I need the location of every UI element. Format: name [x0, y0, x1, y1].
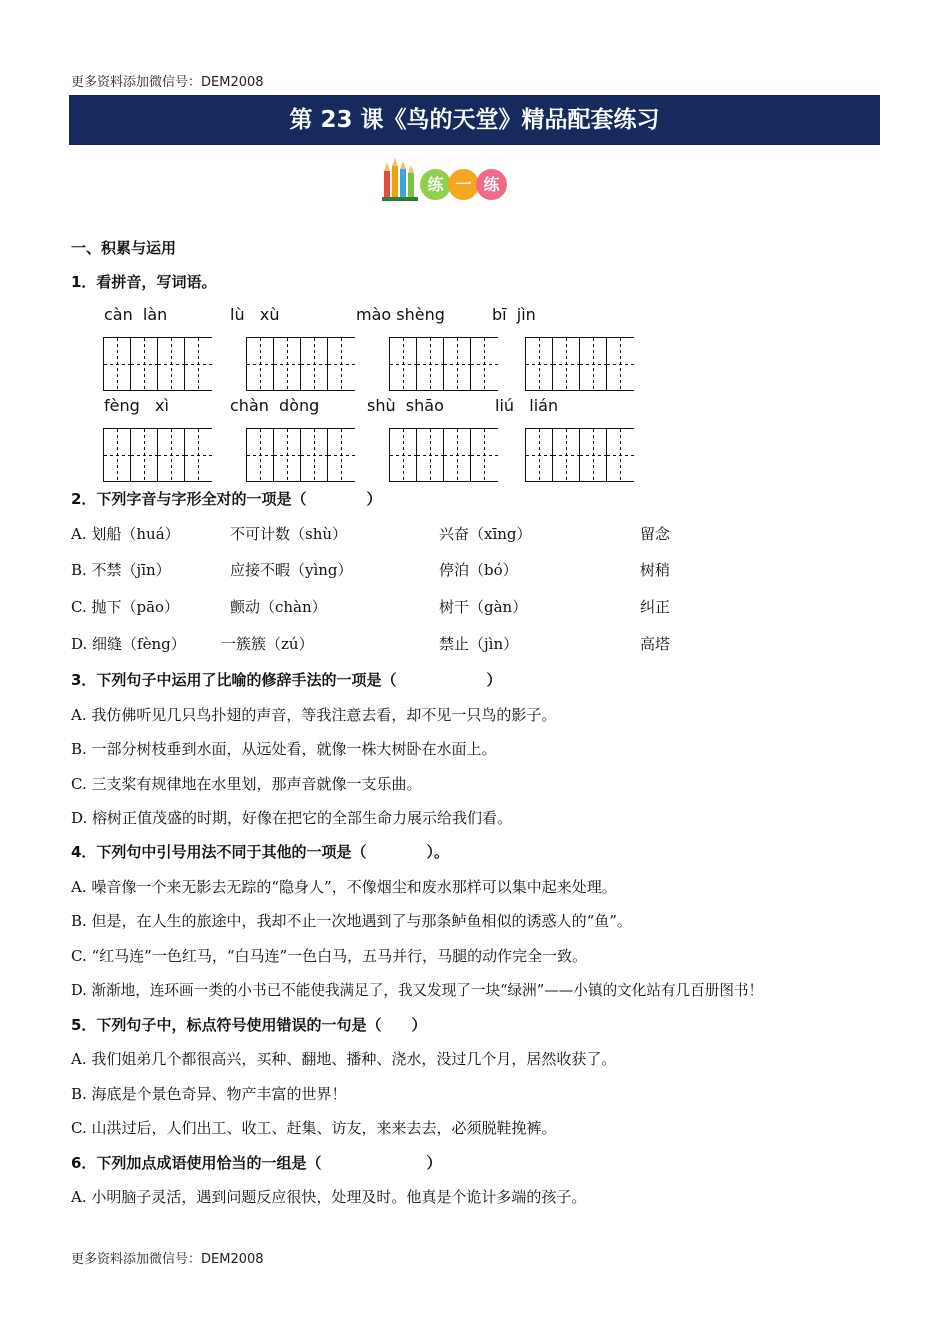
q2-heading: 2．下列字音与字形全对的一项是（ ）: [71, 490, 382, 508]
pinyin-1: càn làn: [104, 305, 168, 324]
section-heading: 一、积累与运用: [71, 239, 177, 257]
practice-badge: [380, 157, 512, 203]
q2-option-d-word2: 一簇簇（zú）: [221, 635, 314, 653]
page-title: 第 23 课《鸟的天堂》精品配套练习: [289, 107, 660, 133]
q6-heading: 6．下列加点成语使用恰当的一组是（ ）: [71, 1154, 442, 1172]
badge-char-1: 练: [420, 169, 451, 200]
q2-option-b-word4: 树稍: [640, 561, 671, 579]
q2-option-a-word1: A. 划船（huá）: [71, 525, 180, 543]
pinyin-2: lù xù: [230, 305, 280, 324]
writing-grid-7[interactable]: [389, 428, 498, 482]
q4-heading: 4．下列句中引号用法不同于其他的一项是（ ）。: [71, 843, 449, 861]
q3-option-d: D. 榕树正值茂盛的时期，好像在把它的全部生命力展示给我们看。: [71, 809, 513, 827]
q2-option-c-word4: 纠正: [640, 598, 671, 616]
writing-grid-2[interactable]: [246, 337, 355, 391]
footer-note: 更多资料添加微信号：DEM2008: [71, 1252, 264, 1267]
q4-option-b: B. 但是，在人生的旅途中，我却不止一次地遇到了与那条鲈鱼相似的诱惑人的“鱼”。: [71, 912, 632, 930]
q2-option-a-word2: 不可计数（shù）: [230, 525, 348, 543]
q5-option-c: C. 山洪过后，人们出工、收工、赶集、访友，来来去去，必须脱鞋挽裤。: [71, 1119, 557, 1137]
q4-option-c: C. “红马连”一色红马，“白马连”一色白马，五马并行，马腿的动作完全一致。: [71, 947, 588, 965]
pinyin-3: mào shèng: [356, 305, 445, 324]
q2-option-b-word2: 应接不暇（yìng）: [230, 561, 353, 579]
q1-heading: 1．看拼音，写词语。: [71, 273, 217, 291]
writing-grid-3[interactable]: [389, 337, 498, 391]
writing-grid-1[interactable]: [103, 337, 212, 391]
writing-grid-5[interactable]: [103, 428, 212, 482]
writing-grid-6[interactable]: [246, 428, 355, 482]
q4-option-d: D. 渐渐地，连环画一类的小书已不能使我满足了，我又发现了一块“绿洲”——小镇的文化站有几百册图书！: [71, 982, 764, 999]
q2-option-c-word2: 颤动（chàn）: [230, 598, 327, 616]
q2-option-b-word1: B. 不禁（jīn）: [71, 561, 171, 579]
q2-option-c-word1: C. 抛下（pāo）: [71, 598, 180, 616]
q6-option-a: A. 小明脑子灵活，遇到问题反应很快，处理及时。他真是个诡计多端的孩子。: [71, 1188, 587, 1206]
pinyin-8: liú lián: [495, 396, 559, 415]
pinyin-4: bī jìn: [492, 305, 536, 324]
q2-option-a-word3: 兴奋（xīng）: [439, 525, 532, 543]
q3-heading: 3．下列句子中运用了比喻的修辞手法的一项是（ ）: [71, 671, 502, 689]
q2-option-d-word3: 禁止（jìn）: [439, 635, 519, 653]
pencil-icon: [380, 157, 424, 203]
pinyin-6: chàn dòng: [230, 396, 320, 415]
title-bar: [69, 95, 880, 145]
q2-option-a-word4: 留念: [640, 525, 671, 543]
header-note: 更多资料添加微信号：DEM2008: [71, 75, 264, 90]
q5-heading: 5．下列句子中，标点符号使用错误的一句是（ ）: [71, 1016, 427, 1034]
q3-option-a: A. 我仿佛听见几只鸟扑翅的声音，等我注意去看，却不见一只鸟的影子。: [71, 706, 557, 724]
q5-option-a: A. 我们姐弟几个都很高兴，买种、翻地、播种、浇水，没过几个月，居然收获了。: [71, 1050, 617, 1068]
q5-option-b: B. 海底是个景色奇异、物产丰富的世界！: [71, 1085, 347, 1103]
q4-option-a: A. 噪音像一个来无影去无踪的“隐身人”，不像烟尘和废水那样可以集中起来处理。: [71, 878, 617, 896]
pinyin-5: fèng xì: [104, 396, 169, 415]
q3-option-c: C. 三支桨有规律地在水里划，那声音就像一支乐曲。: [71, 775, 422, 793]
q2-option-b-word3: 停泊（bó）: [439, 561, 518, 579]
badge-char-2: 一: [448, 169, 479, 200]
pinyin-7: shù shāo: [367, 396, 444, 415]
q3-option-b: B. 一部分树枝垂到水面，从远处看，就像一株大树卧在水面上。: [71, 740, 497, 758]
q2-option-c-word3: 树干（gàn）: [439, 598, 528, 616]
q2-option-d-word4: 高塔: [640, 635, 671, 653]
writing-grid-8[interactable]: [525, 428, 634, 482]
writing-grid-4[interactable]: [525, 337, 634, 391]
q2-option-d-word1: D. 细缝（fèng）: [71, 635, 186, 653]
badge-char-3: 练: [476, 169, 507, 200]
